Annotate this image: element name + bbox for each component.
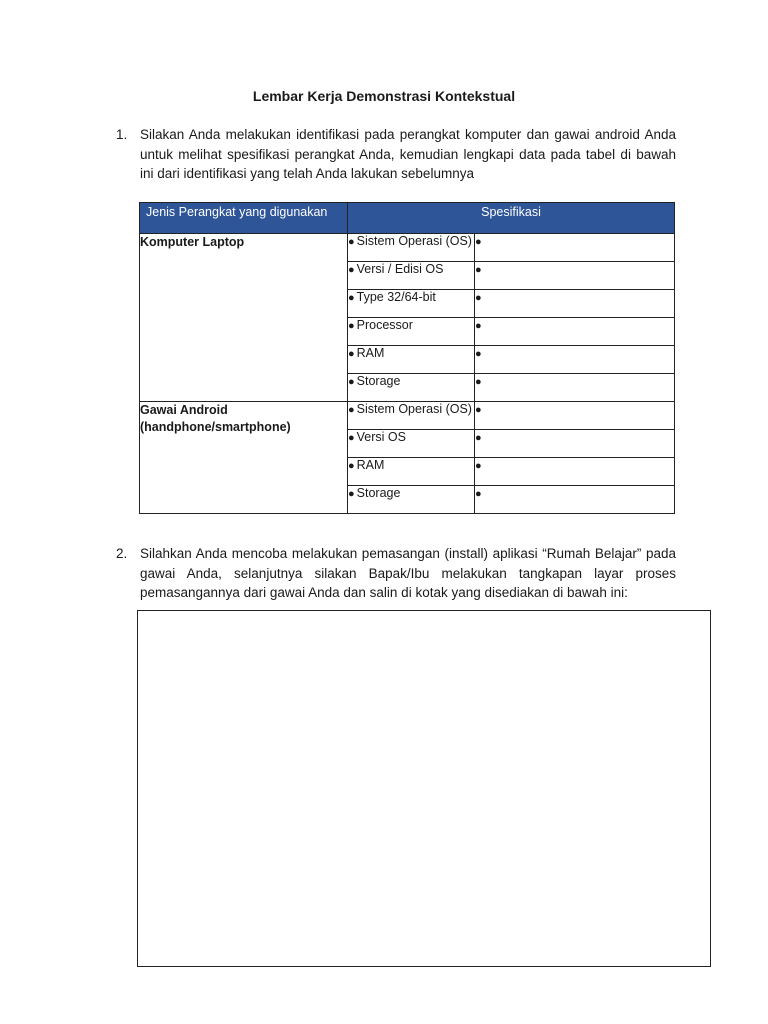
- spec-item: [348, 458, 475, 486]
- bullet-icon: ●: [348, 292, 355, 304]
- spec-item: [348, 402, 475, 430]
- bullet-icon: ●: [348, 460, 355, 472]
- spec-value-cell[interactable]: [475, 346, 675, 374]
- bullet-icon: ●: [475, 404, 482, 416]
- spec-value-cell[interactable]: [475, 402, 675, 430]
- spec-item-label: Versi / Edisi OS: [356, 262, 444, 276]
- screenshot-answer-box[interactable]: [137, 610, 711, 967]
- spec-item-label: Sistem Operasi (OS): [356, 234, 472, 248]
- header-specification: Spesifikasi: [348, 203, 675, 234]
- table-row: [140, 234, 675, 262]
- question-2: [116, 544, 676, 603]
- bullet-icon: ●: [475, 348, 482, 360]
- spec-item: [348, 318, 475, 346]
- bullet-icon: ●: [348, 236, 355, 248]
- bullet-icon: ●: [475, 488, 482, 500]
- spec-item-label: Sistem Operasi (OS): [356, 402, 472, 416]
- bullet-icon: ●: [348, 376, 355, 388]
- spec-item: [348, 234, 475, 262]
- table-row: [140, 402, 675, 430]
- spec-value-cell[interactable]: [475, 486, 675, 514]
- spec-item-label: Type 32/64-bit: [356, 290, 436, 304]
- table-header-row: [140, 203, 675, 234]
- device-laptop: [140, 234, 348, 402]
- spec-value-cell[interactable]: [475, 374, 675, 402]
- spec-item: [348, 430, 475, 458]
- spec-item-label: Storage: [356, 486, 401, 500]
- spec-item: [348, 374, 475, 402]
- device-android: [140, 402, 348, 514]
- header-device-type: Jenis Perangkat yang digunakan: [140, 203, 348, 234]
- bullet-icon: ●: [348, 320, 355, 332]
- bullet-icon: ●: [475, 264, 482, 276]
- spec-value-cell[interactable]: [475, 262, 675, 290]
- spec-value-cell[interactable]: [475, 430, 675, 458]
- spec-item-label: Processor: [356, 318, 413, 332]
- question-1-text: Silakan Anda melakukan identifikasi pada perangkat komputer dan gawai android Anda untuk melihat spesifikasi perangkat Anda, kemudian lengkapi data pada tabel di bawah ini dari identifikasi yang telah Anda lakukan sebelumnya: [140, 127, 676, 181]
- bullet-icon: ●: [348, 348, 355, 360]
- bullet-icon: ●: [475, 376, 482, 388]
- spec-value-cell[interactable]: [475, 290, 675, 318]
- spec-item: [348, 486, 475, 514]
- bullet-icon: ●: [348, 404, 355, 416]
- spec-value-cell[interactable]: [475, 458, 675, 486]
- spec-item-label: RAM: [356, 346, 385, 360]
- bullet-icon: ●: [475, 320, 482, 332]
- bullet-icon: ●: [475, 432, 482, 444]
- bullet-icon: ●: [348, 264, 355, 276]
- bullet-icon: ●: [348, 488, 355, 500]
- spec-item-label: Storage: [356, 374, 401, 388]
- bullet-icon: ●: [475, 292, 482, 304]
- device-laptop-label: Komputer Laptop: [140, 235, 245, 249]
- spec-item-label: Versi OS: [356, 430, 406, 444]
- bullet-icon: ●: [475, 236, 482, 248]
- bullet-icon: ●: [475, 460, 482, 472]
- device-android-label: Gawai Android: [140, 403, 228, 417]
- question-1-number: 1.: [116, 127, 128, 142]
- spec-item-label: RAM: [356, 458, 385, 472]
- spec-item: [348, 262, 475, 290]
- spec-item: [348, 290, 475, 318]
- spec-value-cell[interactable]: [475, 318, 675, 346]
- question-2-number: 2.: [116, 546, 128, 561]
- question-2-text: Silahkan Anda mencoba melakukan pemasangan (install) aplikasi “Rumah Belajar” pada gawai Anda, selanjutnya silakan Bapak/Ibu melakukan tangkapan layar proses pemasangannya dari gawai Anda dan salin di kotak yang disediakan di bawah ini:: [140, 546, 676, 600]
- bullet-icon: ●: [348, 432, 355, 444]
- specification-table: [139, 202, 675, 514]
- spec-item: [348, 346, 475, 374]
- page-title: Lembar Kerja Demonstrasi Kontekstual: [252, 88, 516, 104]
- device-android-sublabel: (handphone/smartphone): [140, 420, 291, 434]
- question-1: [116, 125, 676, 184]
- spec-value-cell[interactable]: [475, 234, 675, 262]
